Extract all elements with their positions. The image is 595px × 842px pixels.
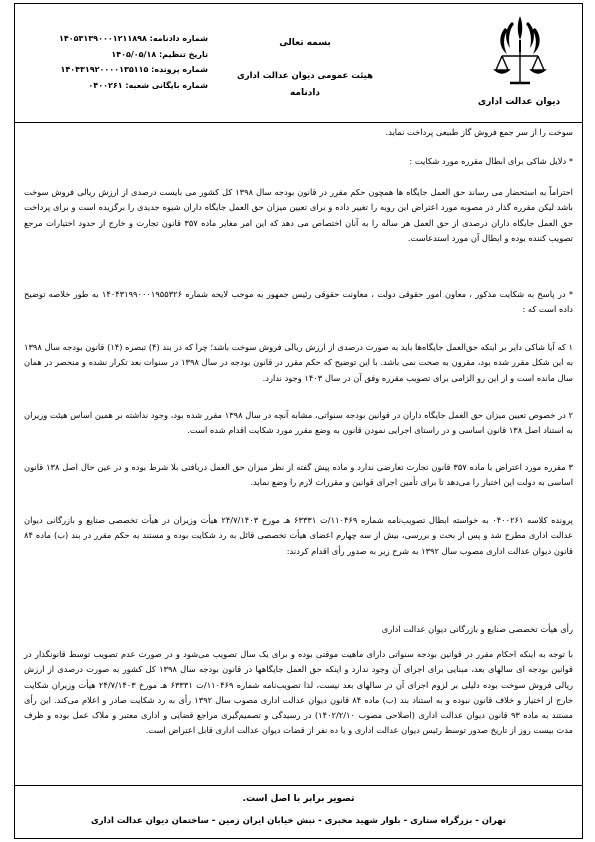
document-type-title: دادنامه [289, 88, 321, 98]
case-number: شماره پرونده: ۱۴۰۴۳۱۹۲۰۰۰۰۱۳۵۱۱۵ [60, 65, 208, 75]
paragraph: ۲ در خصوص تعیین میزان حق العمل جایگاه داران در قوانین بودجه سنواتی، مشابه آنچه در سال ۱۳۹۸ مقرر شده بود، وجود نداشته بر همین اساس هیئت وزیران به استناد اصل ۱۳۸ قانون اساسی و در راستای اجرایی نمودن قانون به وضع مقرر مورد شکایت اقدام شده است. [24, 410, 573, 436]
court-board-title: هیئت عمومی دیوان عدالت اداری [236, 71, 374, 81]
paragraph: * دلایل شاکی برای ابطال مقرره مورد شکایت : [409, 156, 573, 166]
issue-date: تاریخ تنظیم: ۱۴۰۵/۰۵/۱۸ [111, 49, 208, 59]
bismillah-heading: بسمه تعالی [279, 38, 331, 48]
document-footer [15, 785, 582, 838]
certification-text: تصویر برابر با اصل است. [242, 794, 355, 804]
document-metadata [23, 31, 208, 93]
paragraph: با توجه به اینکه احکام مقرر در قوانین بودجه سنواتی دارای ماهیت موقتی بوده و برای یک سال تصویب می‌شود و در صورت عدم تصویب توسط قانونگذار در قوانین بودجه ای سالهای بعد، مبنایی برای اجرای آن وجود ندارد و اینکه حق العمل جایگاهها در قانون بودجه سال ۱۳۹۸ کل کشور به صورت درصدی از ارزش ریالی فروش سوخت بوده دلیلی بر لزوم اجرای آن در سالهای بعد نیست، لذا تصویب‌نامه شماره ۱۱۰۴۶۹/ت ۶۳۳۳۱ هـ مورخ ۲۴/۷/۱۴۰۳ هیأت وزیران شکایت خارج از اختیار و خلاف قانون نبوده و به استناد بند (ب) ماده ۸۴ قانون دیوان عدالت اداری مصوب سال ۱۳۹۲ رأی به رد شکایت صادر و اعلام می‌کند. این رأی مستند به ماده ۹۳ قانون دیوان عدالت اداری (اصلاحی مصوب ۱۴۰۲/۲/۱۰) در رسیدگی و تصمیم‌گیری مراجع قضایی و اداری معتبر و ملاک عمل بوده و ظرف مدت بیست روز از تاریخ صدور توسط رئیس دیوان عدالت اداری و یا ده نفر از قضات دیوان عدالت اداری قابل اعتراض است. [24, 649, 574, 736]
document-header [15, 4, 582, 123]
organization-name: دیوان عدالت اداری [477, 97, 561, 107]
paragraph: ۳ مقرره مورد اعتراض با ماده ۳۵۷ قانون تجارت تعارضی ندارد و ماده پیش گفته از نظر میزان حق العمل دریافتی بلا شرط بوده و در عین حال اصل ۱۳۸ قانون اساسی به دولت این اختیار را می‌دهد تا برای تأمین اجرای قوانین و مقررات لازم را وضع نماید. [24, 462, 573, 488]
document-body [15, 122, 582, 786]
paragraph: سوخت را از سر جمع فروش گاز طبیعی پرداخت نماید. [385, 127, 573, 137]
paragraph: پرونده کلاسه ۰۴۰۰۲۶۱ به خواسته ابطال تصویب‌نامه شماره ۱۱۰۴۶۹/ت ۶۳۳۳۱ هـ مورخ ۲۴/۷/۱۴۰۳ هیأت وزیران در هیأت تخصصی صنایع و بازرگانی دیوان عدالت اداری مطرح شد و پس از بحث و بررسی، بیش از سه چهارم اعضای هیأت تخصصی قائل به رد شکایت بوده و مستند به حکم مقرر در بند (ب) ماده ۸۴ قانون دیوان عدالت اداری مصوب سال ۱۳۹۲ به شرح زیر به صدور رأی اقدام کردند: [24, 515, 573, 556]
iran-emblem-icon [490, 12, 550, 90]
verdict-number: شماره دادنامه: ۱۴۰۵۳۱۳۹۰۰۰۱۲۱۱۸۹۸ [59, 34, 208, 43]
paragraph: احتراماً به استحضار می رساند حق العمل جایگاه ها همچون حکم مقرر در قانون بودجه سال ۱۳۹۸ کل کشور می بایست درصدی از ارزش ریالی فروش سوخت باشد لیکن مقرره گذار در مصوبه مورد اعتراض این رویه را تغییر داده و برای تعیین میزان حق العمل جایگاه داران شیوه جدیدی را برگزیده است و برای پرداخت حق العمل جایگاه داران درصدی از حق العمل هر ساله را به آنان اختصاص می دهد که این امر مغایر ماده ۳۵۷ قانون تجارت و خارج از حدود اختیارات مرجع تصویب کننده بوده و ابطال آن مورد استدعاست. [24, 187, 573, 243]
paragraph: * در پاسخ به شکایت مذکور ، معاون امور حقوقی دولت ، معاونت حقوقی رئیس جمهور به موجب لایحه شماره ۱۴۰۴۳۱۹۹۰۰۰۱۹۵۵۳۲۶ به طور خلاصه توضیح داده است که : [24, 289, 573, 315]
document-frame [14, 3, 583, 839]
archive-number: شماره بایگانی شعبه: ۰۴۰۰۲۶۱ [88, 80, 208, 90]
ruling-heading: رأی هیأت تخصصی صنایع و بازرگانی دیوان عدالت اداری [381, 624, 573, 634]
court-address: تهران - بزرگراه ستاری - بلوار شهید مخبری - نبش خیابان ایران زمین - ساختمان دیوان عدالت اداری [91, 816, 506, 826]
paragraph: ۱ که آیا شاکی دایر بر اینکه حق‌العمل جایگاه‌ها باید به صورت درصدی از ارزش ریالی فروش سوخت باشد؛ چرا که در بند (۴) تبصره (۱۴) قانون بودجه سال ۱۳۹۸ به این شکل مقرر شده بود، مقرون به صحت نمی باشد. با این توضیح که حکم مقرر در قانون بودجه در سال ۱۳۹۸ در سنوات بعد تکرار نشده و منحصر در همان سال مانده است و از این رو الزامی برای تصویب مقرره وفق آن در سال ۱۴۰۳ وجود ندارد. [24, 342, 574, 383]
